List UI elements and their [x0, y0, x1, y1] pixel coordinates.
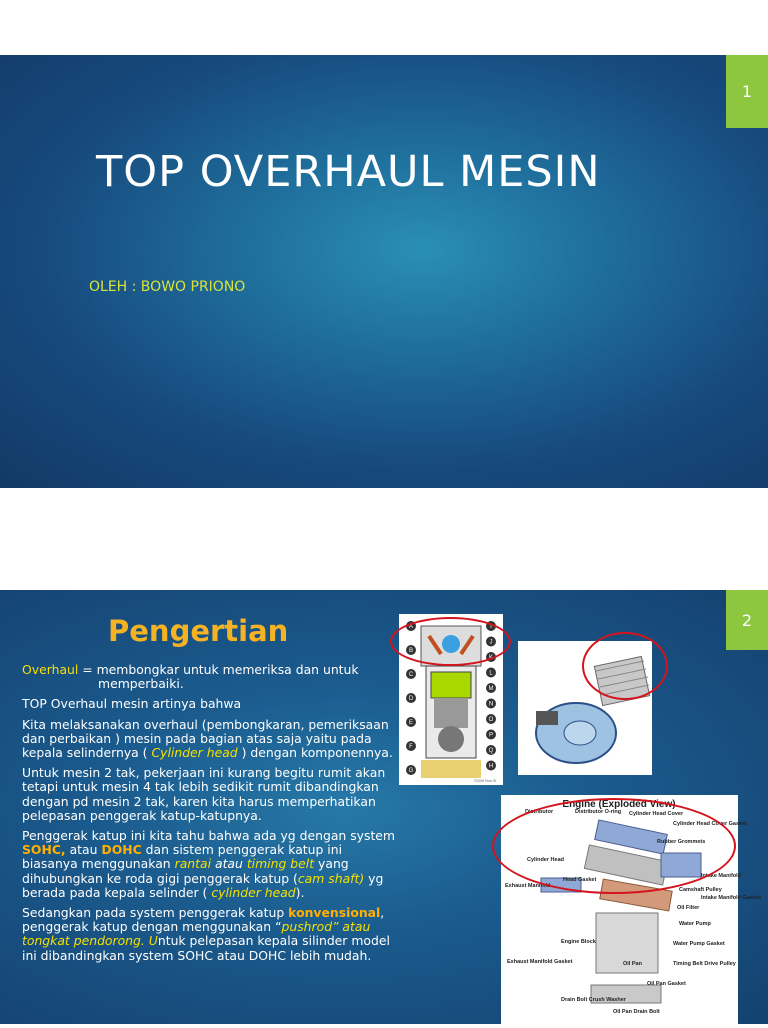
- exploded-part-label: Intake Manifold: [701, 873, 742, 879]
- highlight-circle: [492, 798, 736, 894]
- exploded-part-label: Cylinder Head Cover Gasket: [673, 821, 747, 827]
- paragraph-penggerak-katup: [22, 829, 400, 900]
- diagram-marker-label: P: [488, 732, 494, 739]
- text: atau: [211, 856, 247, 872]
- paragraph-2-tak: Untuk mesin 2 tak, pekerjaan ini kurang begitu rumit akan tetapi untuk mesin 4 tak lebih sedikit rumit dibandingkan dengan pd mesin 2 tak, karen kita harus memperhatikan pelepasan penggerak katup-katupnya.: [22, 765, 386, 823]
- paragraph-top-overhaul: TOP Overhaul mesin artinya bahwa: [22, 696, 242, 712]
- diagram-marker-label: N: [488, 701, 494, 708]
- exploded-part-label: Intake Manifold Gasket: [701, 895, 761, 901]
- exploded-part-label: Camshaft Pulley: [679, 887, 722, 893]
- slide-subtitle: OLEH : BOWO PRIONO: [89, 279, 246, 295]
- text: atau: [65, 842, 102, 858]
- slide-title: TOP OVERHAUL MESIN: [96, 147, 601, 197]
- paragraph-definition: [22, 718, 400, 761]
- highlight-circle: [390, 617, 511, 666]
- text: Penggerak katup ini kita tahu bahwa ada yg dengan system: [22, 828, 395, 844]
- text: Sedangkan pada system penggerak katup: [22, 905, 289, 921]
- term-pushrod: pushrod” atau tongkat pendorong. U: [22, 919, 371, 949]
- term-cam-shaft: cam shaft): [297, 870, 365, 886]
- text: ntuk pelepasan kepala silinder model ini dibandingkan system SOHC atau DOHC lebih mudah.: [22, 933, 390, 963]
- text: = membongkar untuk memeriksa dan untuk: [78, 662, 359, 677]
- diagram-credit: ©2006 How St: [473, 779, 497, 783]
- exploded-part-label: Oil Pan: [623, 961, 642, 967]
- slide-number: 2: [741, 610, 753, 630]
- text: yang dihubungkan ke roda gigi penggerak katup (: [22, 856, 349, 886]
- slide-number: 1: [741, 82, 753, 101]
- diagram-marker-label: F: [409, 744, 413, 750]
- exploded-part-label: Head Gasket: [563, 877, 597, 883]
- exploded-part-label: Engine Block: [561, 939, 596, 945]
- slide-title: Pengertian: [108, 614, 289, 648]
- exploded-part-label: Oil Filter: [677, 905, 700, 911]
- term-rantai: rantai: [174, 856, 212, 872]
- diagram-marker-label: B: [408, 648, 414, 654]
- diagram-marker-label: H: [488, 763, 494, 770]
- exploded-part-label: Distributor O-ring: [575, 809, 622, 815]
- text: yg berada pada kepala selinder (: [22, 870, 384, 900]
- exploded-part-label: Oil Pan Gasket: [647, 981, 686, 987]
- paragraph-konvensional: [22, 906, 400, 963]
- exploded-part-label: Exhaust Manifold Gasket: [507, 959, 573, 965]
- diagram-marker-label: L: [489, 670, 493, 677]
- paragraph-overhaul: [22, 663, 400, 691]
- slide-number-badge: [726, 590, 768, 650]
- text: memperbaiki.: [98, 676, 184, 692]
- text: dan sistem penggerak katup ini biasanya menggunakan: [22, 842, 343, 872]
- text: Kita melaksanakan overhaul (pembongkaran, pemeriksaan dan perbaikan ) mesin pada bagian atas saja yaitu pada kepala selindernya (: [22, 716, 389, 761]
- exploded-part-label: Oil Pan Drain Bolt: [613, 1009, 660, 1015]
- term-cylinder-head: cylinder head: [211, 884, 296, 900]
- exploded-part-label: Exhaust Manifold: [505, 883, 551, 889]
- term-overhaul: Overhaul: [22, 662, 79, 677]
- exploded-part-label: Cylinder Head Cover: [629, 811, 684, 817]
- exploded-part-label: Cylinder Head: [527, 857, 564, 863]
- exploded-view-title: Engine (Exploded View): [562, 799, 676, 810]
- term-cylinder-head: Cylinder head: [151, 745, 238, 761]
- slide-1: [0, 55, 768, 488]
- text: ).: [295, 884, 305, 900]
- diagram-marker-label: I: [490, 624, 492, 630]
- diagram-marker-label: E: [408, 720, 414, 726]
- diagram-marker-label: C: [408, 672, 414, 678]
- exploded-part-label: Rubber Grommets: [657, 839, 706, 845]
- term-konvensional: konvensional: [288, 905, 381, 921]
- diagram-marker-label: M: [488, 686, 494, 692]
- diagram-marker-label: A: [408, 624, 414, 630]
- exploded-part-label: Distributor: [525, 809, 554, 815]
- term-dohc: DOHC: [101, 842, 142, 858]
- diagram-marker-label: D: [408, 696, 414, 702]
- text: ) dengan komponennya.: [237, 745, 393, 761]
- slide-number-badge: [726, 55, 768, 128]
- slide-body-text: [22, 663, 400, 969]
- diagram-marker-label: O: [488, 717, 494, 723]
- slide-2: [0, 590, 768, 1024]
- text: , penggerak katup dengan menggunakan “: [22, 905, 385, 935]
- highlight-circle: [582, 632, 668, 700]
- diagram-marker-label: G: [408, 768, 414, 774]
- term-timing-belt: timing belt: [246, 856, 315, 872]
- exploded-part-label: Water Pump Gasket: [673, 941, 725, 947]
- term-sohc: SOHC,: [22, 842, 66, 858]
- exploded-part-label: Water Pump: [679, 921, 711, 927]
- exploded-part-label: Timing Belt Drive Pulley: [673, 961, 736, 967]
- diagram-marker-label: J: [489, 639, 493, 646]
- diagram-marker-label: Q: [488, 748, 494, 754]
- exploded-part-label: Drain Bolt Crush Washer: [561, 997, 626, 1003]
- diagram-marker-label: K: [488, 655, 494, 661]
